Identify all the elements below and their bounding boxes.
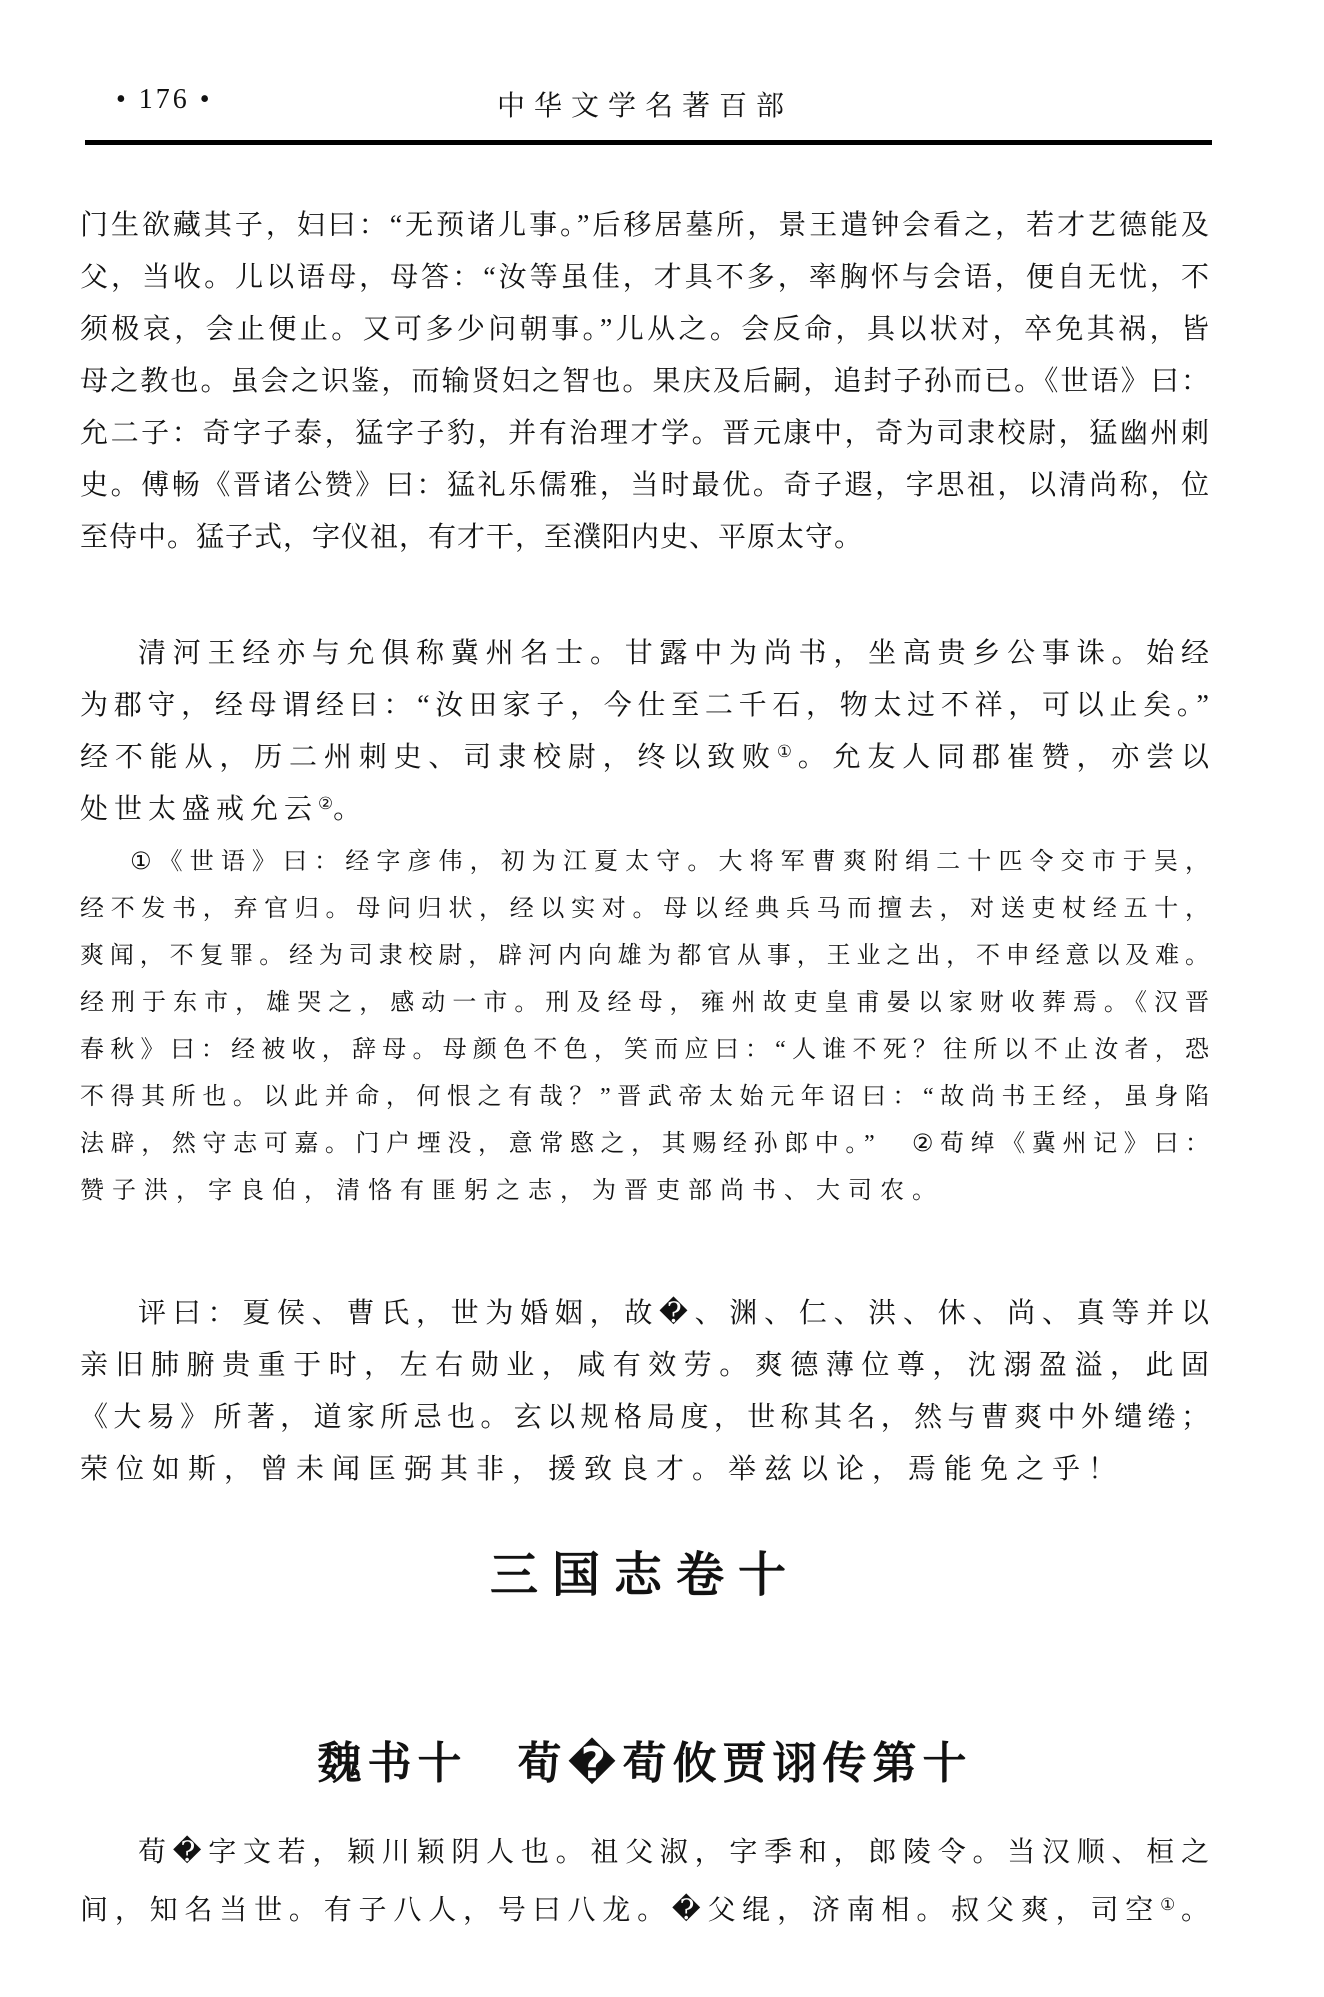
text-line: 母之教也。虽会之识鉴，而输贤妇之智也。果庆及后嗣，追封子孙而已。《世语》曰： — [80, 366, 1210, 397]
text-line: 荣位如斯，曾未闻匡弼其非，援致良才。举兹以论，焉能免之乎！ — [80, 1454, 1125, 1485]
text-line: 须极哀，会止便止。又可多少问朝事。”儿从之。会反命，具以状对，卒免其祸，皆 — [80, 314, 1210, 345]
footnote-line: 赞子洪，字良伯，清恪有匪躬之志，为晋吏部尚书、大司农。 — [80, 1178, 944, 1204]
text-line: 史。傅畅《晋诸公赞》曰：猛礼乐儒雅，当时最优。奇子遐，字思祖，以清尚称，位 — [80, 470, 1210, 501]
chapter-heading: 魏书十 荀�荀攸贾诩传第十 — [317, 1739, 973, 1788]
text-line: 至侍中。猛子式，字仪祖，有才干，至濮阳内史、平原太守。 — [80, 522, 864, 553]
text-line: 门生欲藏其子，妇曰：“无预诸儿事。”后移居墓所，景王遣钟会看之，若才艺德能及 — [80, 210, 1210, 241]
paragraph-2 — [80, 628, 1210, 836]
text-line: 清河王经亦与允俱称冀州名士。甘露中为尚书，坐高贵乡公事诛。始经 — [138, 638, 1210, 669]
page-number: • 176 • — [116, 84, 213, 115]
page-header — [80, 84, 1210, 124]
paragraph-1 — [80, 200, 1210, 564]
text-line: 间，知名当世。有子八人，号曰八龙。�父绲，济南相。叔父爽，司空①。 — [80, 1894, 1211, 1926]
paragraph-3 — [80, 1824, 1210, 1940]
volume-heading: 三国志卷十 — [489, 1549, 800, 1602]
text-line: 《大易》所著，道家所忌也。玄以规格局度，世称其名，然与曹爽中外缱绻； — [80, 1402, 1210, 1433]
text-line: 允二子：奇字子泰，猛字子豹，并有治理才学。晋元康中，奇为司隶校尉，猛幽州刺 — [80, 418, 1210, 449]
footnote-line: 不得其所也。以此并命，何恨之有哉？”晋武帝太始元年诏曰：“故尚书王经，虽身陷 — [80, 1084, 1210, 1110]
text-line: 父，当收。儿以语母，母答：“汝等虽佳，才具不多，率胸怀与会语，便自无忧，不 — [80, 262, 1210, 293]
footnote-line: 经不发书，弃官归。母问归状，经以实对。母以经典兵马而擅去，对送吏杖经五十， — [80, 896, 1210, 922]
header-rule — [85, 140, 1212, 145]
text-line: 处世太盛戒允云②。 — [80, 793, 368, 825]
footnote-line: 春秋》曰：经被收，辞母。母颜色不色，笑而应曰：“人谁不死？往所以不止汝者，恐 — [80, 1037, 1210, 1063]
text-line: 经不能从，历二州刺史、司隶校尉，终以致败①。允友人同郡崔赞，亦尝以 — [80, 741, 1210, 773]
text-line: 亲旧肺腑贵重于时，左右勋业，咸有效劳。爽德薄位尊，沈溺盈溢，此固 — [80, 1350, 1210, 1381]
footnote-line: ①《世语》曰：经字彦伟，初为江夏太守。大将军曹爽附绢二十匹令交市于吴， — [130, 849, 1210, 875]
commentary-paragraph — [80, 1288, 1210, 1496]
text-line: 为郡守，经母谓经曰：“汝田家子，今仕至二千石，物太过不祥，可以止矣。” — [80, 690, 1210, 721]
text-line: 评曰：夏侯、曹氏，世为婚姻，故�、渊、仁、洪、休、尚、真等并以 — [138, 1298, 1210, 1329]
footnote-line: 法辟，然守志可嘉。门户堙没，意常愍之，其赐经孙郎中。” ②荀绰《冀州记》曰： — [80, 1131, 1210, 1157]
footnote-block — [80, 839, 1210, 1215]
running-title: 中华文学名著百部 — [496, 91, 793, 122]
footnote-line: 爽闻，不复罪。经为司隶校尉，辟河内向雄为都官从事，王业之出，不申经意以及难。 — [80, 943, 1210, 969]
footnote-line: 经刑于东市，雄哭之，感动一市。刑及经母，雍州故吏皇甫晏以家财收葬焉。《汉晋 — [80, 990, 1210, 1016]
text-line: 荀�字文若，颖川颖阴人也。祖父淑，字季和，郎陵令。当汉顺、桓之 — [138, 1837, 1210, 1868]
